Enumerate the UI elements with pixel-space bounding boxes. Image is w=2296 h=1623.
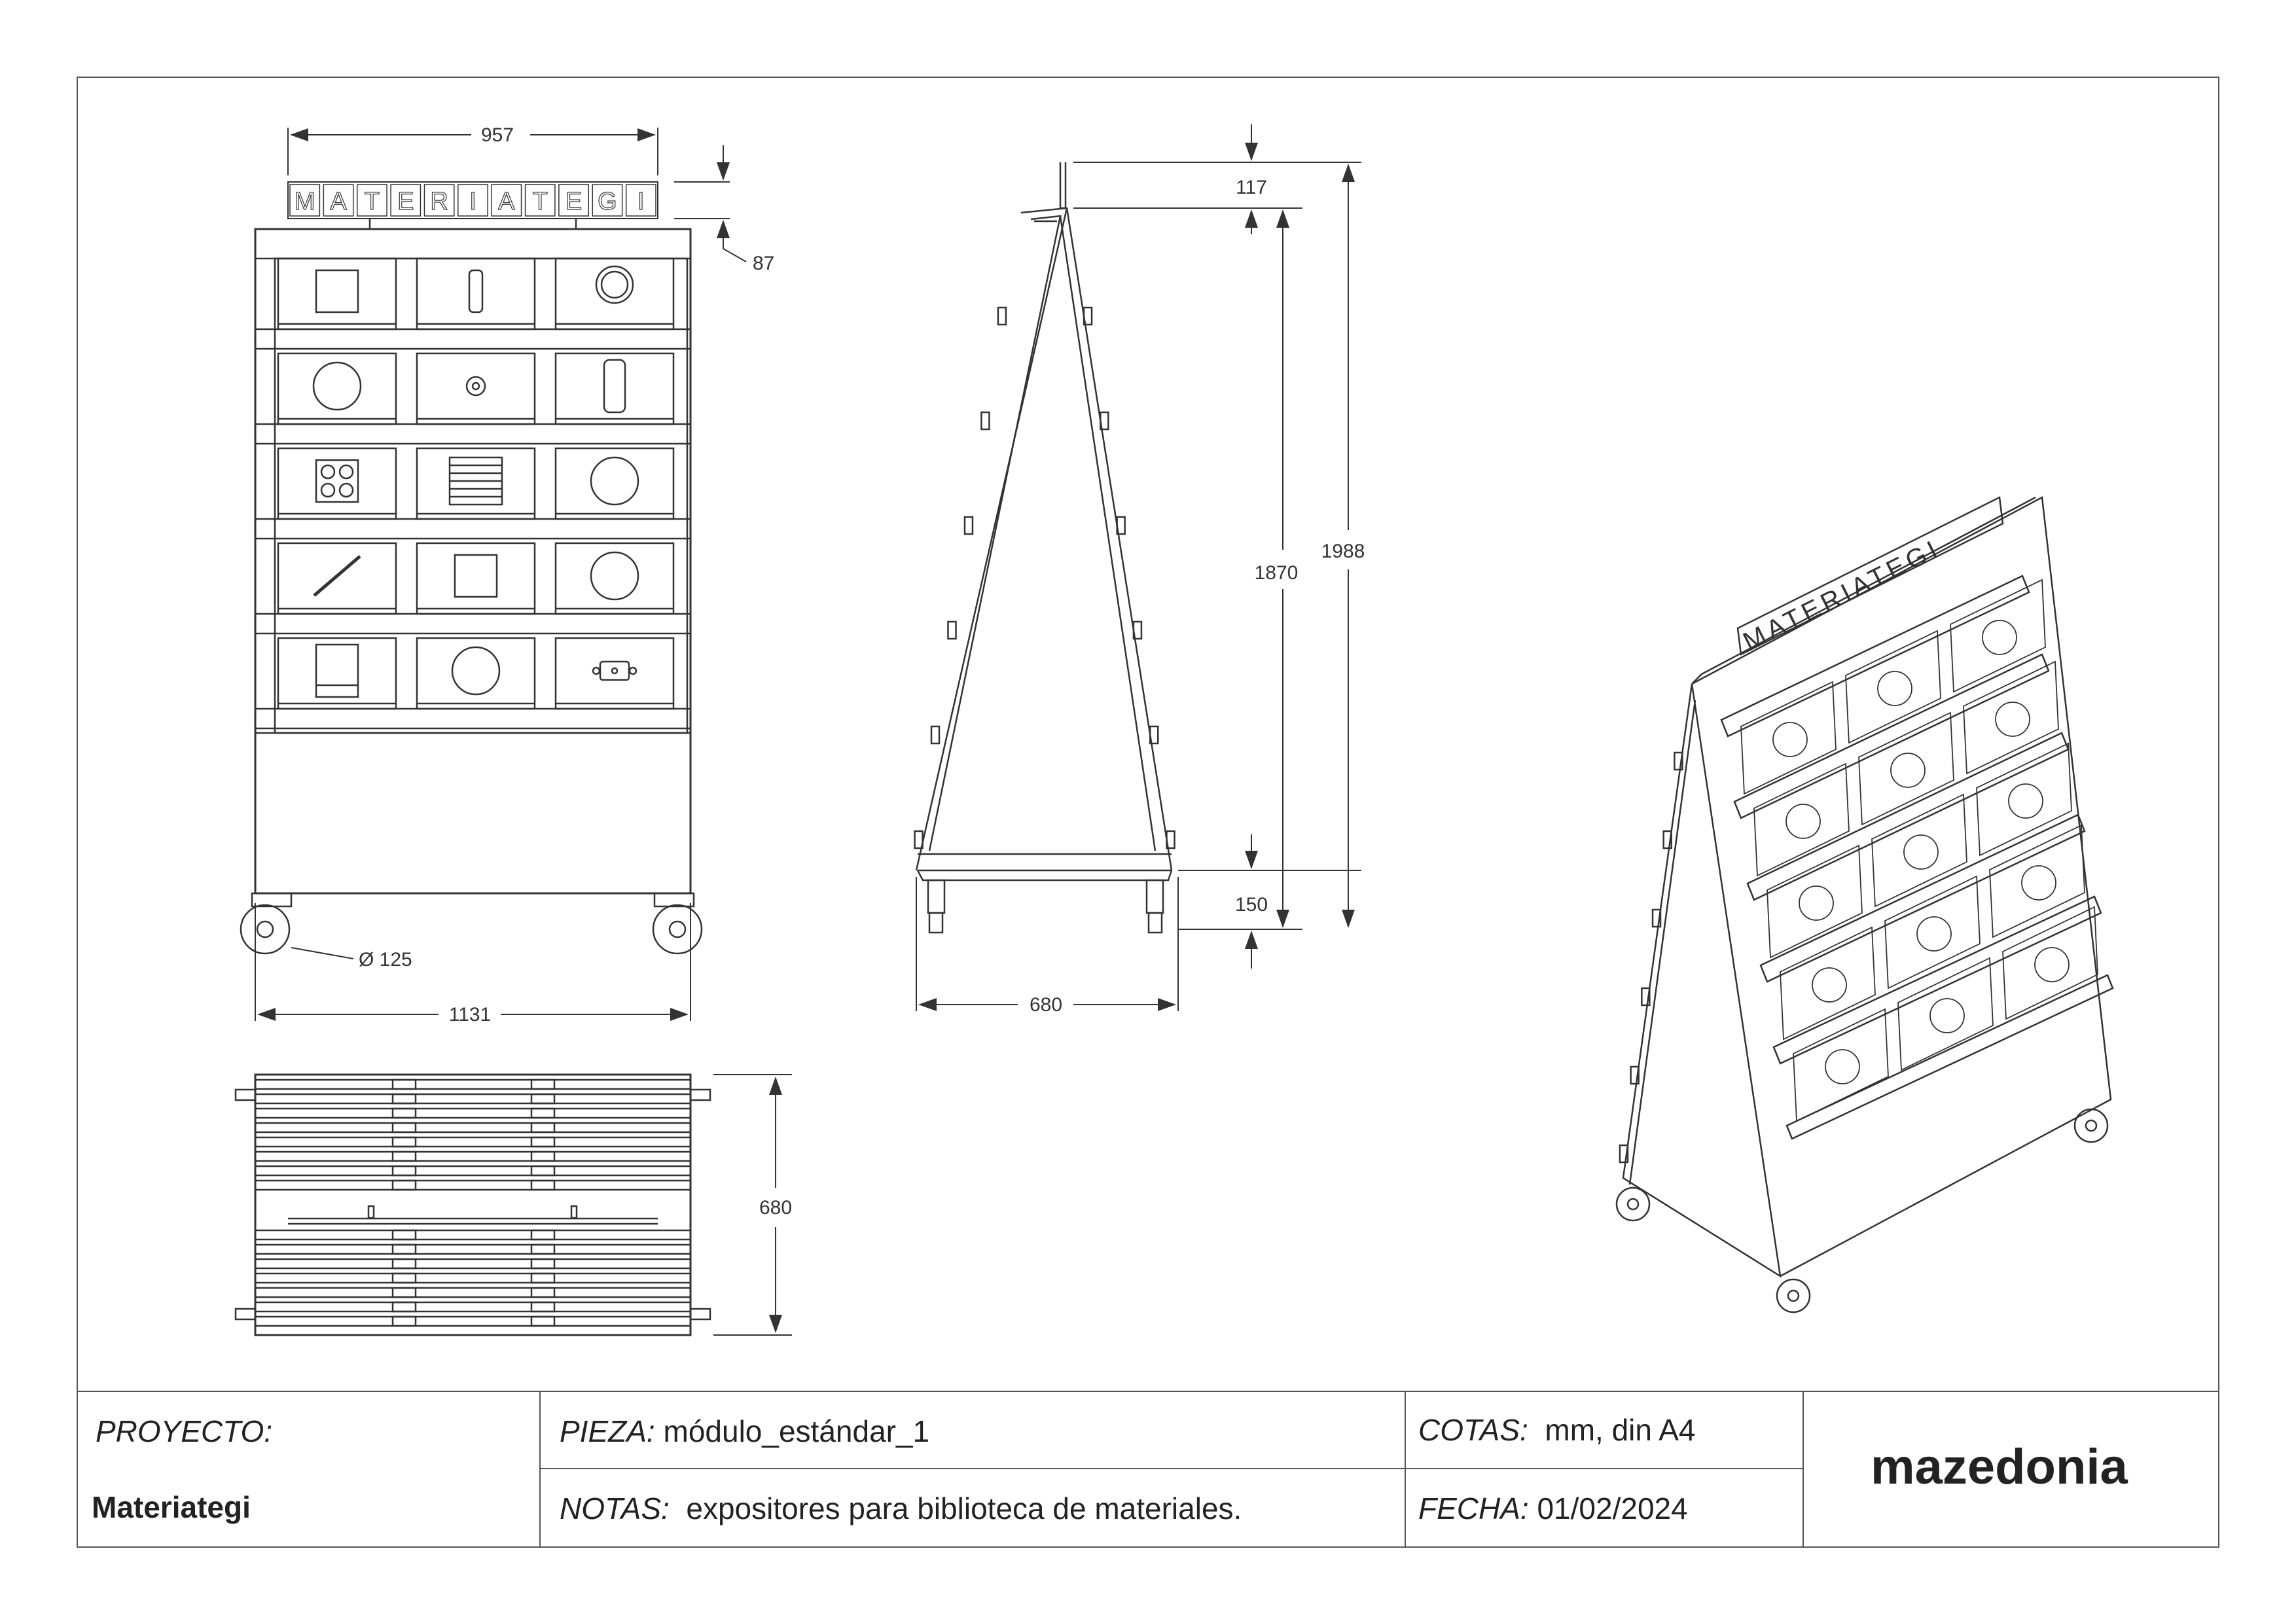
top-slat-divider bbox=[531, 1166, 554, 1175]
notas-value: expositores para biblioteca de materiales. bbox=[686, 1491, 1242, 1525]
sign-letter: A bbox=[330, 188, 347, 215]
front-bin bbox=[556, 259, 673, 329]
top-slat bbox=[255, 1181, 691, 1190]
sample-socket bbox=[600, 662, 629, 680]
top-slat bbox=[255, 1094, 691, 1103]
top-slat bbox=[255, 1152, 691, 1161]
top-slat-divider bbox=[393, 1166, 416, 1175]
top-slat bbox=[255, 1259, 691, 1268]
cotas-value: mm, din A4 bbox=[1545, 1413, 1696, 1447]
front-shelf-rail bbox=[255, 329, 691, 349]
sign-letter: G bbox=[598, 188, 617, 215]
sample-disc bbox=[591, 457, 638, 505]
front-bin bbox=[417, 448, 535, 519]
front-elevation-view bbox=[241, 182, 702, 954]
sample-disc bbox=[314, 363, 361, 410]
top-plan-view bbox=[236, 1075, 710, 1335]
sign-letter: I bbox=[637, 188, 645, 215]
iso-sample bbox=[1812, 968, 1846, 1002]
iso-bin bbox=[1977, 743, 2072, 855]
top-slat-divider bbox=[393, 1152, 416, 1161]
sample-cylinder bbox=[469, 270, 482, 312]
top-slat-divider bbox=[531, 1288, 554, 1297]
dim-wheel-diameter: Ø 125 bbox=[359, 949, 412, 971]
iso-bin bbox=[1754, 764, 1849, 876]
top-slat bbox=[255, 1288, 691, 1297]
sample-grid-block bbox=[316, 460, 358, 502]
sample-grid-hole bbox=[321, 465, 334, 478]
notas-label: NOTAS: bbox=[560, 1491, 670, 1525]
top-slat bbox=[255, 1317, 691, 1326]
iso-sample bbox=[1773, 722, 1807, 757]
front-bin bbox=[278, 353, 396, 424]
top-slat-divider bbox=[531, 1080, 554, 1089]
sample-knob bbox=[467, 377, 485, 395]
cotas-label: COTAS: bbox=[1418, 1413, 1528, 1447]
sign-letter: T bbox=[364, 188, 380, 215]
front-shelf-rail bbox=[255, 519, 691, 539]
front-bin bbox=[417, 543, 535, 614]
iso-sample bbox=[1891, 753, 1925, 787]
proyecto-value: Materiategi bbox=[92, 1490, 251, 1524]
pieza-field bbox=[560, 1414, 929, 1449]
iso-sign-text: MATERIATEGI bbox=[1738, 533, 1946, 657]
top-slat-divider bbox=[531, 1123, 554, 1132]
top-slat-divider bbox=[393, 1302, 416, 1311]
sample-socket-pin bbox=[630, 668, 636, 674]
sample-socket-pin bbox=[593, 668, 600, 674]
front-bin bbox=[556, 353, 673, 424]
iso-sample bbox=[1878, 671, 1912, 705]
top-slat bbox=[255, 1080, 691, 1089]
notas-field bbox=[560, 1491, 1242, 1526]
dim-side-depth: 680 bbox=[1029, 994, 1063, 1016]
iso-sample bbox=[1825, 1050, 1859, 1084]
pieza-value: módulo_estándar_1 bbox=[663, 1414, 930, 1448]
sample-bottle bbox=[604, 360, 625, 412]
top-slat-divider bbox=[393, 1274, 416, 1283]
sign-letter: E bbox=[565, 188, 583, 215]
front-bin bbox=[556, 543, 673, 614]
iso-sample bbox=[2009, 784, 2043, 818]
front-bin bbox=[278, 259, 396, 329]
iso-sample bbox=[1917, 917, 1951, 951]
front-shelf-rail bbox=[255, 709, 691, 728]
side-clip-left bbox=[981, 412, 989, 429]
top-slat-divider bbox=[393, 1080, 416, 1089]
iso-sample bbox=[2022, 866, 2056, 900]
front-shelves bbox=[255, 259, 691, 728]
dim-side-total-height: 1988 bbox=[1321, 541, 1365, 562]
top-slat-divider bbox=[393, 1137, 416, 1147]
dim-top-depth: 680 bbox=[759, 1197, 793, 1219]
side-clip-left bbox=[948, 622, 956, 639]
fecha-label: FECHA: bbox=[1418, 1491, 1529, 1525]
sample-grid-hole bbox=[340, 484, 353, 497]
sample-rod bbox=[314, 556, 360, 596]
top-slat-divider bbox=[393, 1094, 416, 1103]
top-slat-divider bbox=[531, 1094, 554, 1103]
sample-knob-center bbox=[473, 383, 479, 389]
caster-wheel-left bbox=[241, 893, 291, 954]
top-slat bbox=[255, 1245, 691, 1254]
sign-letter: I bbox=[469, 188, 476, 215]
side-clip-left bbox=[998, 308, 1006, 325]
brand-logo: mazedonia bbox=[1871, 1439, 2128, 1495]
front-bin bbox=[278, 638, 396, 709]
sign-letter: A bbox=[498, 188, 515, 215]
top-slat bbox=[255, 1166, 691, 1175]
top-slat bbox=[255, 1274, 691, 1283]
top-slat-divider bbox=[531, 1152, 554, 1161]
top-slat-divider bbox=[393, 1181, 416, 1190]
side-clip-left bbox=[965, 517, 973, 534]
top-slat bbox=[255, 1109, 691, 1118]
sample-disc bbox=[452, 647, 499, 694]
top-slat-divider bbox=[531, 1137, 554, 1147]
side-elevation-view bbox=[915, 162, 1175, 933]
sample-grid-hole bbox=[340, 465, 353, 478]
top-slat bbox=[255, 1123, 691, 1132]
sign-letter: E bbox=[397, 188, 414, 215]
iso-sample bbox=[1786, 804, 1820, 838]
sample-disc bbox=[591, 552, 638, 599]
iso-sample bbox=[1930, 999, 1964, 1033]
fecha-value: 01/02/2024 bbox=[1537, 1491, 1688, 1525]
sign-letters bbox=[290, 185, 656, 216]
side-shelf-clips bbox=[915, 308, 1175, 848]
fecha-field bbox=[1418, 1491, 1688, 1526]
top-slat-divider bbox=[531, 1259, 554, 1268]
top-slat-divider bbox=[393, 1259, 416, 1268]
dim-side-base: 150 bbox=[1234, 894, 1268, 916]
iso-sample bbox=[2035, 948, 2069, 982]
dim-sign-height: 87 bbox=[753, 253, 775, 274]
iso-sample bbox=[1996, 702, 2030, 736]
sample-square bbox=[316, 270, 358, 312]
caster-wheel-right bbox=[653, 893, 702, 954]
isometric-view bbox=[1617, 497, 2113, 1312]
top-slat bbox=[255, 1230, 691, 1240]
sample-grid-hole bbox=[321, 484, 334, 497]
iso-bin bbox=[1741, 682, 1836, 794]
top-slat-divider bbox=[531, 1245, 554, 1254]
dim-side-inner-height: 1870 bbox=[1254, 562, 1299, 584]
top-slat bbox=[255, 1302, 691, 1311]
pieza-label: PIEZA: bbox=[560, 1414, 655, 1448]
sample-box bbox=[316, 645, 358, 697]
front-bin bbox=[417, 638, 535, 709]
sample-ring-inner bbox=[601, 272, 628, 298]
iso-bin bbox=[1898, 958, 1993, 1070]
dim-side-top: 117 bbox=[1236, 177, 1267, 198]
top-slat-divider bbox=[393, 1230, 416, 1240]
front-bin bbox=[278, 543, 396, 614]
top-slat-divider bbox=[531, 1302, 554, 1311]
top-slat-divider bbox=[531, 1317, 554, 1326]
iso-sample bbox=[1982, 620, 2017, 654]
sign-letter: R bbox=[430, 188, 448, 215]
top-slat-divider bbox=[531, 1181, 554, 1190]
proyecto-label: PROYECTO: bbox=[96, 1414, 273, 1448]
top-slat bbox=[255, 1137, 691, 1147]
top-view-slats bbox=[255, 1080, 691, 1326]
top-slat-divider bbox=[393, 1109, 416, 1118]
top-slat-divider bbox=[393, 1245, 416, 1254]
iso-bin bbox=[1767, 846, 1862, 957]
front-bin bbox=[417, 259, 535, 329]
front-shelf-rail bbox=[255, 424, 691, 444]
iso-bin bbox=[1990, 825, 2085, 937]
front-shelf-rail bbox=[255, 614, 691, 633]
iso-bin bbox=[1885, 876, 1980, 988]
top-slat-divider bbox=[531, 1109, 554, 1118]
top-slat-divider bbox=[531, 1230, 554, 1240]
sign-letter: M bbox=[294, 188, 315, 215]
top-slat-divider bbox=[393, 1288, 416, 1297]
front-bin bbox=[556, 448, 673, 519]
top-slat-divider bbox=[531, 1274, 554, 1283]
sign-letter: T bbox=[532, 188, 548, 215]
side-clip-left bbox=[931, 726, 939, 743]
dim-total-width: 1131 bbox=[448, 1004, 492, 1026]
front-material-samples bbox=[314, 266, 638, 697]
dim-front-width: 957 bbox=[480, 124, 514, 146]
top-slat-divider bbox=[393, 1317, 416, 1326]
front-bin bbox=[278, 448, 396, 519]
top-slat-divider bbox=[393, 1123, 416, 1132]
iso-sample bbox=[1904, 835, 1938, 869]
iso-bin bbox=[1793, 1009, 1888, 1121]
sample-square bbox=[455, 555, 497, 597]
iso-sample bbox=[1799, 886, 1833, 920]
cotas-field bbox=[1418, 1412, 1695, 1448]
sample-socket-center bbox=[612, 668, 617, 673]
